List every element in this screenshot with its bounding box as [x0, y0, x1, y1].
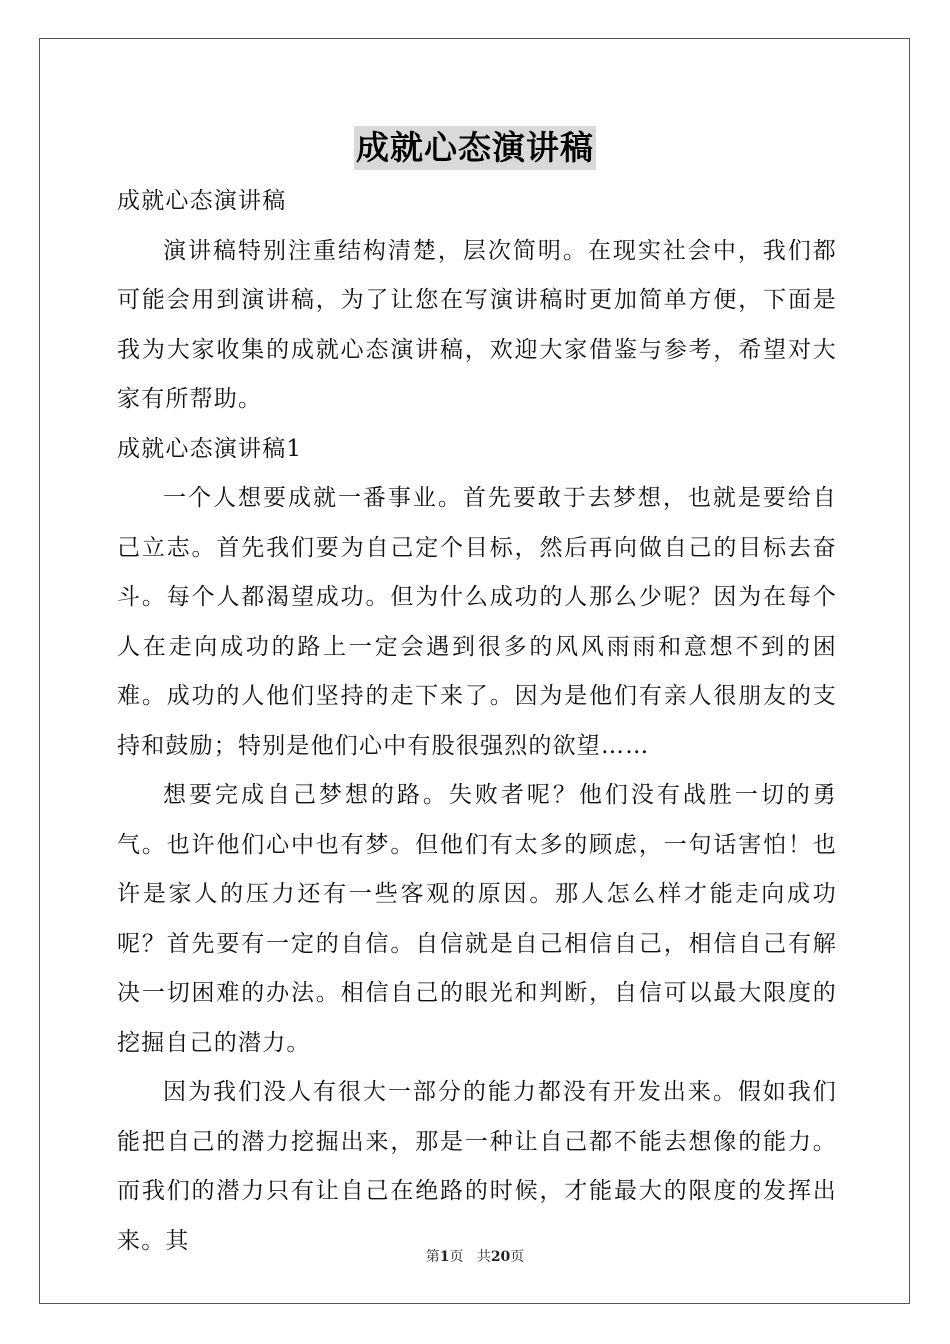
page-prefix: 第 — [425, 1249, 440, 1265]
document-body — [117, 177, 837, 1266]
page-number: 1 — [439, 1249, 450, 1265]
body-paragraph: 因为我们没人有很大一部分的能力都没有开发出来。假如我们能把自己的潜力挖掘出来，那是一种让自己都不能去想像的能力。而我们的潜力只有让自己在绝路的时候，才能最大的限度的发挥出来。其 — [117, 1079, 837, 1254]
body-paragraph: 一个人想要成就一番事业。首先要敢于去梦想，也就是要给自己立志。首先我们要为自己定个目标，然后再向做自己的目标去奋斗。每个人都渴望成功。但为什么成功的人那么少呢？因为在每个人在走向成功的路上一定会遇到很多的风风雨雨和意想不到的困难。成功的人他们坚持的走下来了。因为是他们有亲人很朋友的支持和鼓励；特别是他们心中有股很强烈的欲望…… — [117, 485, 837, 759]
body-paragraph: 想要完成自己梦想的路。失败者呢？他们没有战胜一切的勇气。也许他们心中也有梦。但他们有太多的顾虑，一句话害怕！也许是家人的压力还有一些客观的原因。那人怎么样才能走向成功呢？首先要有一定的自信。自信就是自己相信自己，相信自己有解决一切困难的办法。相信自己的眼光和判断，自信可以最大限度的挖掘自己的潜力。 — [117, 782, 837, 1056]
page-suffix: 页 — [449, 1249, 464, 1265]
section-heading: 成就心态演讲稿 — [117, 188, 287, 214]
total-prefix: 共 — [476, 1249, 491, 1265]
body-paragraph: 演讲稿特别注重结构清楚，层次简明。在现实社会中，我们都可能会用到演讲稿，为了让您在写演讲稿时更加简单方便，下面是我为大家收集的成就心态演讲稿，欢迎大家借鉴与参考，希望对大家有所帮助。 — [117, 237, 837, 412]
page-footer — [0, 1246, 950, 1266]
section-heading: 成就心态演讲稿1 — [117, 435, 303, 462]
total-pages: 20 — [490, 1249, 511, 1265]
total-suffix: 页 — [510, 1249, 525, 1265]
document-title: 成就心态演讲稿 — [354, 126, 596, 170]
title-container — [0, 126, 950, 170]
